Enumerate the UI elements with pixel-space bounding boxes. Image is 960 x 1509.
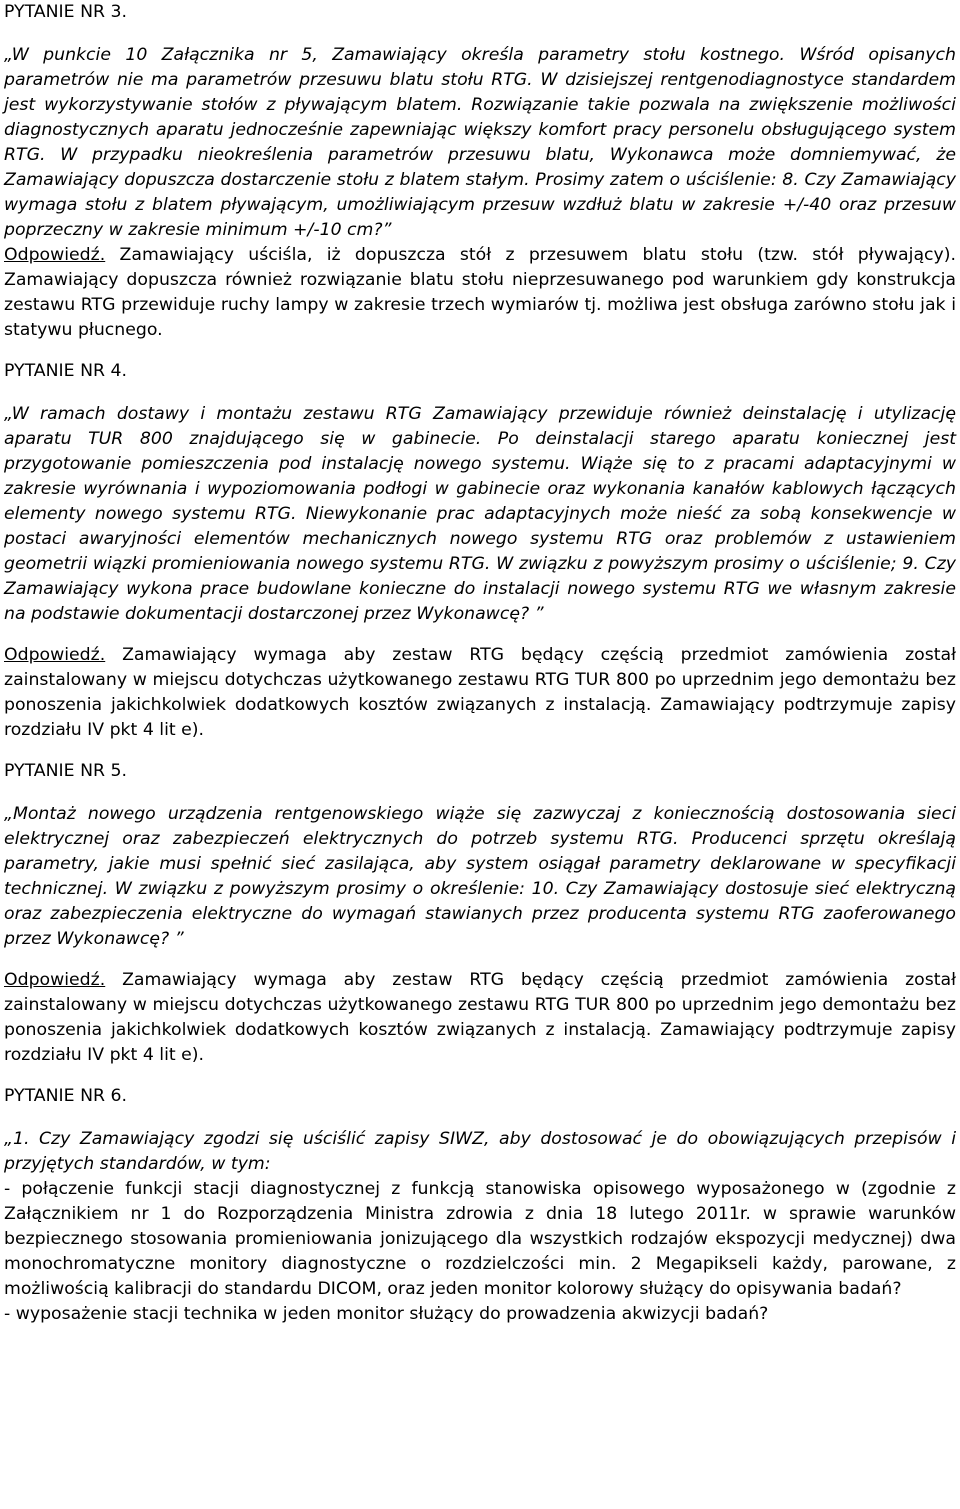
- question-6-item-1: - połączenie funkcji stacji diagnostycznej z funkcją stanowiska opisowego wyposażonego w (zgodnie z Załącznikiem nr 1 do Rozporządzenia Ministra zdrowia z dnia 18 lutego 2011r. w sprawie warunków bezpiecznego stosowania promieniowania jonizującego dla wszystkich rodzajów ekspozycji medycznej) dwa monochromatyczne monitory diagnostyczne o rozdzielczości min. 2 Megapikseli każdy, parowane, z możliwością kalibracji do standardu DICOM, oraz jeden monitor kolorowy służący do opisywania badań?: [4, 1179, 956, 1299]
- question-3-quote: „W punkcie 10 Załącznika nr 5, Zamawiający określa parametry stołu kostnego. Wśród opisanych parametrów nie ma parametrów przesuwu blatu stołu RTG. W dzisiejszej rentgenodiagnostyce standardem jest wykorzystywanie stołów z pływającym blatem. Rozwiązanie takie pozwala na zwiększenie możliwości diagnostycznych aparatu jednocześnie zapewniając większy komfort pracy personelu obsługującego system RTG. W przypadku nieokreślenia parametrów przesuwu blatu, Wykonawca może domniemywać, że Zamawiający dopuszcza dostarczenie stołu z blatem stałym. Prosimy zatem o uściślenie: 8. Czy Zamawiający wymaga stołu z blatem pływającym, umożliwiającym przesuw wzdłuż blatu w zakresie +/-40 oraz przesuw poprzeczny w zakresie minimum +/-10 cm?”: [4, 45, 956, 240]
- answer-4-label: Odpowiedź.: [4, 645, 106, 665]
- question-6-item-2: - wyposażenie stacji technika w jeden monitor służący do prowadzenia akwizycji badań?: [4, 1304, 769, 1324]
- question-5-text: [4, 802, 956, 952]
- question-3-heading: PYTANIE NR 3.: [4, 2, 127, 22]
- question-3-text: [4, 43, 956, 243]
- question-5-heading: PYTANIE NR 5.: [4, 761, 127, 781]
- answer-3-text: Zamawiający uściśla, iż dopuszcza stół z przesuwem blatu stołu (tzw. stół pływający). Zamawiający dopuszcza również rozwiązanie blatu stołu nieprzesuwanego pod warunkiem gdy konstrukcja zestawu RTG przewiduje ruchy lampy w zakresie trzech wymiarów tj. możliwa jest obsługa zarówno stołu jak i statywu płucnego.: [4, 245, 956, 340]
- answer-4: [4, 643, 956, 743]
- question-6-quote: „1. Czy Zamawiający zgodzi się uściślić zapisy SIWZ, aby dostosować je do obowiązujących przepisów i przyjętych standardów, w tym:: [4, 1129, 956, 1174]
- question-4-quote: „W ramach dostawy i montażu zestawu RTG Zamawiający przewiduje również deinstalację i utylizację aparatu TUR 800 znajdującego się w gabinecie. Po deinstalacji starego aparatu koniecznej jest przygotowanie pomieszczenia pod instalację nowego systemu. Wiąże się to z pracami adaptacyjnymi w zakresie wyrównania i wypoziomowania podłogi w gabinecie oraz wykonania kanałów kablowych łączących elementy nowego systemu RTG. Niewykonanie prac adaptacyjnych może nieść za sobą konsekwencje w postaci awaryjności elementów mechanicznych nowego systemu RTG oraz problemów z ustawieniem geometrii wiązki promieniowania nowego systemu RTG. W związku z powyższym prosimy o uściślenie; 9. Czy Zamawiający wykona prace budowlane konieczne do instalacji nowego systemu RTG we własnym zakresie na podstawie dokumentacji dostarczonej przez Wykonawcę? ”: [4, 404, 956, 624]
- answer-4-text: Zamawiający wymaga aby zestaw RTG będący częścią przedmiot zamówienia został zainstalowany w miejscu dotychczas użytkowanego zestawu RTG TUR 800 po uprzednim jego demontażu bez ponoszenia jakichkolwiek dodatkowych kosztów związanych z instalacją. Zamawiający podtrzymuje zapisy rozdziału IV pkt 4 lit e).: [4, 645, 956, 740]
- question-6-text: [4, 1127, 956, 1177]
- answer-3-label: Odpowiedź.: [4, 245, 106, 265]
- question-4-heading: PYTANIE NR 4.: [4, 361, 127, 381]
- question-5-quote: „Montaż nowego urządzenia rentgenowskiego wiąże się zazwyczaj z koniecznością dostosowania sieci elektrycznej oraz zabezpieczeń elektrycznych do potrzeb systemu RTG. Producenci sprzętu określają parametry, jakie musi spełnić sieć zasilająca, aby system osiągał parametry deklarowane w specyfikacji technicznej. W związku z powyższym prosimy o określenie: 10. Czy Zamawiający dostosuje sieć elektryczną oraz zabezpieczenia elektryczne do wymagań stawianych przez producenta systemu RTG zaoferowanego przez Wykonawcę? ”: [4, 804, 956, 949]
- answer-5-text: Zamawiający wymaga aby zestaw RTG będący częścią przedmiot zamówienia został zainstalowany w miejscu dotychczas użytkowanego zestawu RTG TUR 800 po uprzednim jego demontażu bez ponoszenia jakichkolwiek dodatkowych kosztów związanych z instalacją. Zamawiający podtrzymuje zapisy rozdziału IV pkt 4 lit e).: [4, 970, 956, 1065]
- answer-5: [4, 968, 956, 1068]
- question-6-heading: PYTANIE NR 6.: [4, 1086, 127, 1106]
- answer-3: [4, 243, 956, 343]
- document-page: [4, 0, 956, 1327]
- answer-5-label: Odpowiedź.: [4, 970, 106, 990]
- question-4-text: [4, 402, 956, 627]
